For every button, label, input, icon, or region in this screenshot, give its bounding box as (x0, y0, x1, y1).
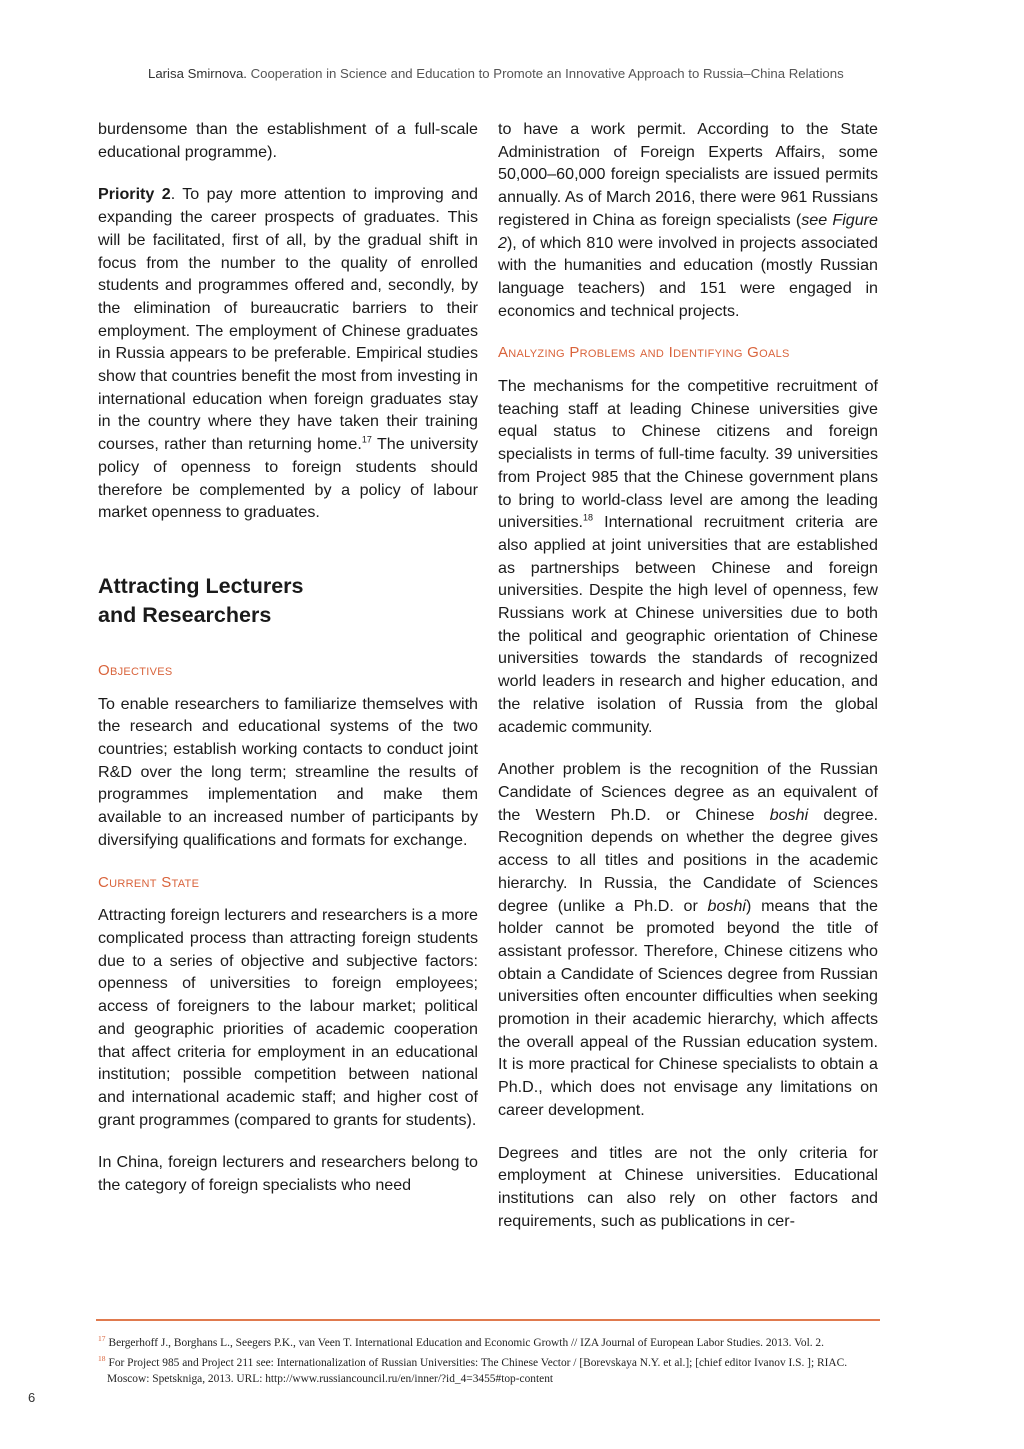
work-permit-text-b: ), of which 810 were involved in projects associated with the humanities and education (mostly Russian language teachers) and 151 were engaged in economics and technical projects. (498, 233, 878, 320)
priority-text-b: The university policy of openness to foreign students should therefore be complemented by a policy of labour market openness to graduates. (98, 435, 478, 522)
recognition-text-b: degree. Recognition depends on whether the degree gives access to all titles and positions in the academic hierarchy. In Russia, the Candidate of Sciences degree (unlike a Ph.D. or (498, 805, 878, 915)
footnote-18 (98, 1351, 878, 1371)
left-paragraph-1: burdensome than the establishment of a full-scale educational programme). (98, 120, 478, 161)
footnote-18-text: For Project 985 and Project 211 see: Internationalization of Russian Universities: The Chinese Vector / [Borevskaya N.Y. et al.]; [chief editor Ivanov I.S. ]; RIAC. (108, 1357, 848, 1370)
mechanisms-text-a: The mechanisms for the competitive recruitment of teaching staff at leading Chinese universities give equal status to Chinese citizens and foreign specialists in terms of full-time faculty. 39 universities from Project 985 that the Chinese government plans to bring to world-class level are among the leading universities. (498, 377, 878, 532)
footnote-17 (98, 1331, 878, 1351)
boshi-term-2: boshi (707, 896, 747, 915)
footnote-17-number: 17 (98, 1334, 106, 1343)
footnote-ref-18[interactable]: 18 (582, 512, 593, 523)
objectives-heading: Objectives (98, 661, 173, 679)
footnote-18-continued[interactable]: Moscow: Spetskniga, 2013. URL: http://www.russiancouncil.ru/en/inner/?id_4=3455#top-content (107, 1372, 554, 1385)
footnote-17-text: Bergerhoff J., Borghans L., Seegers P.K., van Veen T. International Education and Economic Growth // IZA Journal of European Labor Studies. 2013. Vol. 2. (108, 1336, 824, 1349)
work-permit-paragraph (498, 118, 878, 322)
page-number: 6 (28, 1390, 36, 1405)
mechanisms-paragraph (498, 375, 878, 738)
priority-label: Priority 2 (98, 185, 171, 204)
footnote-divider (96, 1319, 880, 1321)
section-title-line-1: Attracting Lecturers (98, 573, 304, 598)
left-column (98, 118, 478, 1217)
degrees-paragraph: Degrees and titles are not the only criteria for employment at Chinese universities. Educational institutions can also rely on other factors and requirements, such as publications in cer- (498, 1143, 878, 1230)
figure-2-reference[interactable]: see Figure 2 (498, 210, 878, 252)
current-state-heading: Current State (98, 873, 200, 891)
footnote-ref-17[interactable]: 17 (361, 434, 372, 445)
priority-text-a: . To pay more attention to improving and expanding the career prospects of graduates. This will be facilitated, first of all, by the gradual shift in focus from the number to the quality of enrolled students and programmes offered and, secondly, by the elimination of bureaucratic barriers to their employment. The employment of Chinese graduates in Russia appears to be preferable. Empirical studies show that countries benefit the most from investing in international education when foreign graduates stay in the country where they have taken their training courses, rather than returning home. (98, 185, 478, 454)
china-paragraph: In China, foreign lecturers and researchers belong to the category of foreign specialists who need (98, 1153, 478, 1195)
objectives-paragraph: To enable researchers to familiarize themselves with the research and educational systems of the two countries; establish working contacts to conduct joint R&D over the long term; streamline the results of programmes implementation and make them available to an increased number of participants by diversifying qualifications and formats for exchange. (98, 694, 478, 849)
analyzing-heading: Analyzing Problems and Identifying Goals (498, 344, 790, 362)
right-column (498, 118, 878, 1252)
work-permit-text-a: to have a work permit. According to the State Administration of Foreign Experts Affairs, some 50,000–60,000 foreign specialists are issued permits annually. As of March 2016, there were 961 Russians registered in China as foreign specialists ( (498, 120, 878, 229)
priority-2-paragraph (98, 183, 478, 524)
running-header (148, 66, 878, 81)
mechanisms-text-b: International recruitment criteria are also applied at joint universities that are established as partnerships between Chinese and foreign universities. Despite the high level of openness, few Russians work at Chinese universities due to both the political and geographic orientation of Chinese universities towards the standards of recognized world leaders in research and higher education, and the relative isolation of Russia from the global academic community. (498, 513, 878, 736)
section-title-line-2: and Researchers (98, 602, 272, 627)
footnotes (98, 1331, 878, 1387)
current-state-paragraph: Attracting foreign lecturers and researchers is a more complicated process than attracting foreign students due to a series of objective and subjective factors: openness of universities to foreign employees; access of foreigners to the labour market; political and geographic priorities of academic cooperation that affect criteria for employment in an educational institution; possible competition between national and international academic staff; and higher cost of grant programmes (compared to grants for students). (98, 906, 478, 1129)
boshi-term-1: boshi (769, 805, 809, 824)
recognition-text-c: ) means that the holder cannot be promoted beyond the title of assistant professor. Therefore, Chinese citizens who obtain a Candidate of Sciences degree from Russian universities often encounter difficulties when seeking promotion in their academic hierarchy, which affects the overall appeal of the Russian education system. It is more practical for Chinese specialists to obtain a Ph.D., which does not envisage any limitations on career development. (498, 896, 878, 1119)
recognition-text-a: Another problem is the recognition of the Russian Candidate of Sciences degree as an equivalent of the Western Ph.D. or Chinese (498, 760, 878, 824)
footnote-18-number: 18 (98, 1354, 106, 1364)
header-title: Cooperation in Science and Education to Promote an Innovative Approach to Russia–China Relations (246, 66, 844, 81)
header-author: Larisa Smirnova. (148, 66, 247, 81)
section-title (98, 572, 478, 630)
recognition-paragraph (498, 758, 878, 1121)
